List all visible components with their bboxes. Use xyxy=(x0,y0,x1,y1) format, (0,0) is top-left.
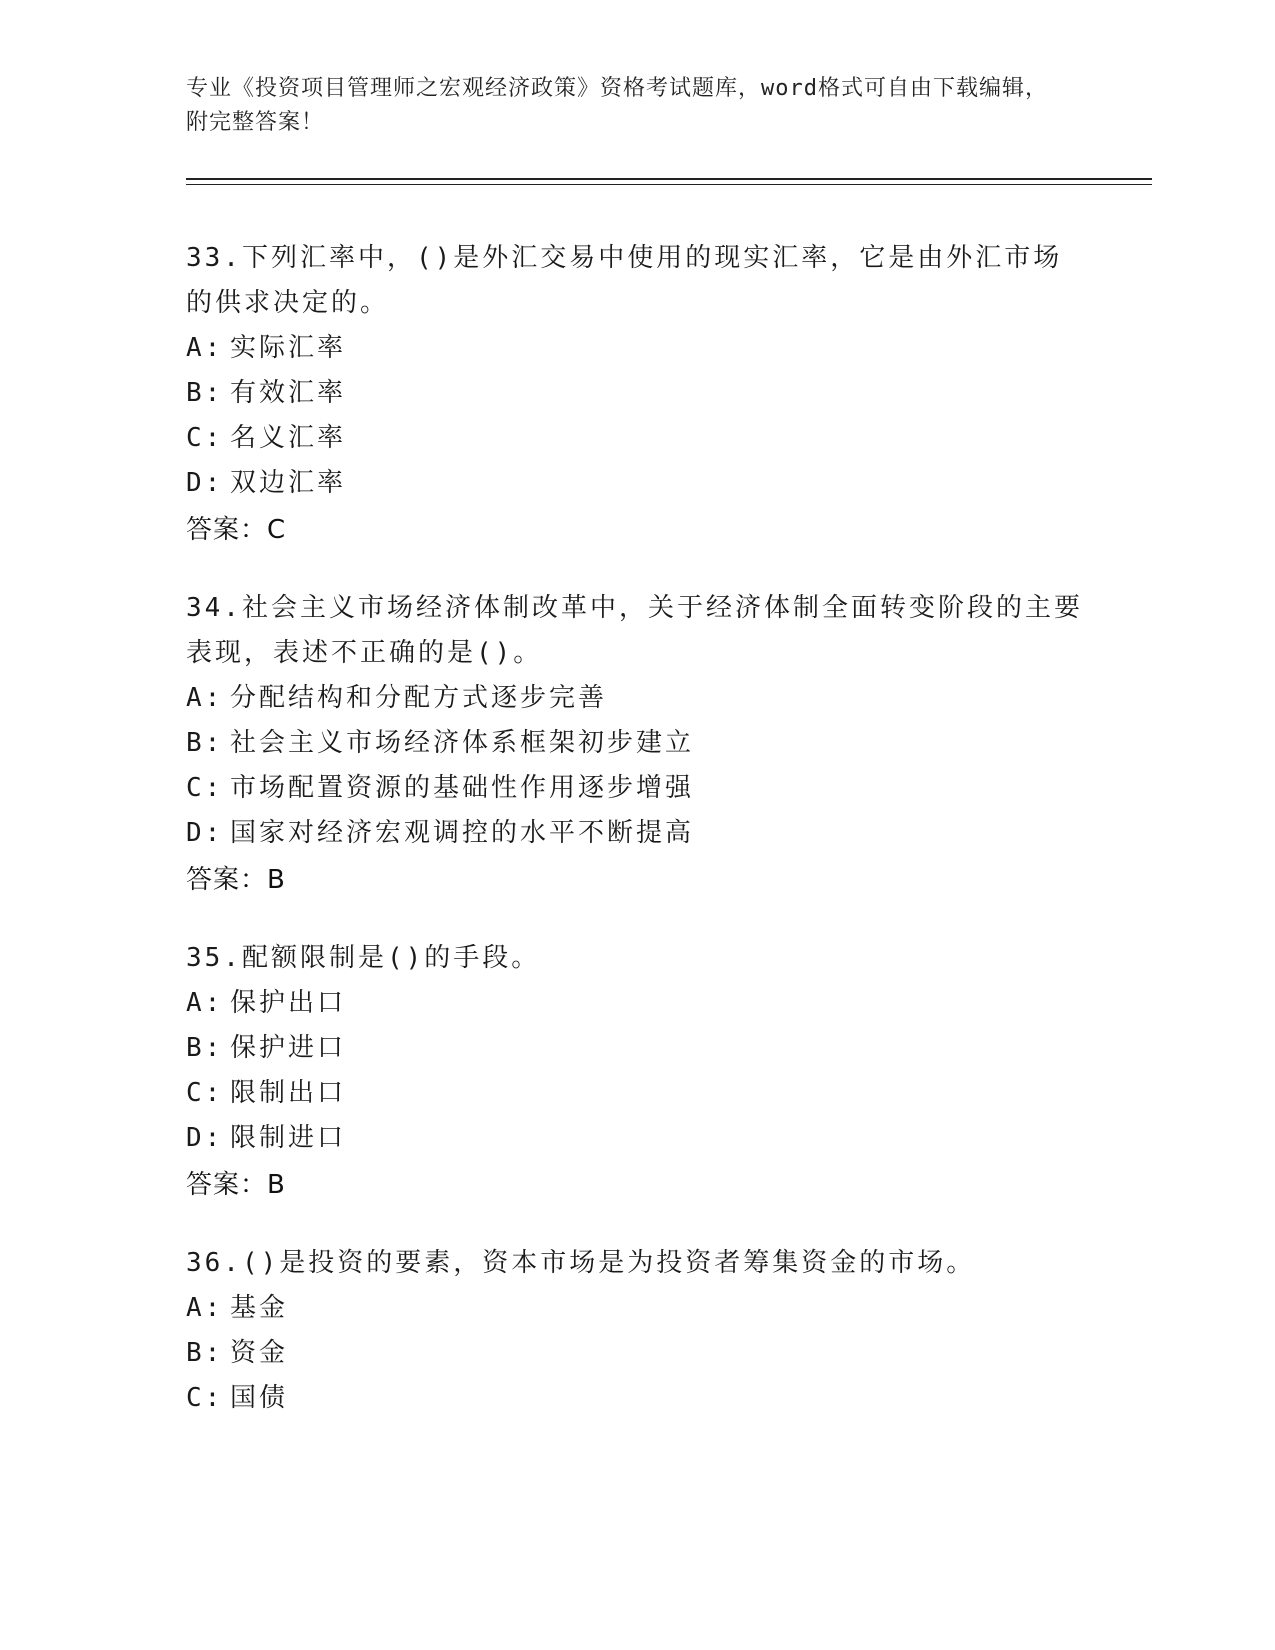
option-letter: C: xyxy=(186,773,224,803)
document-header: 专业《投资项目管理师之宏观经济政策》资格考试题库，word格式可自由下载编辑，附完整答案！ xyxy=(186,76,1048,135)
option-a xyxy=(186,981,1086,1026)
option-b xyxy=(186,371,1086,416)
option-letter: C: xyxy=(186,423,224,453)
option-b xyxy=(186,1331,1086,1376)
header-divider xyxy=(186,178,1152,185)
option-letter: A: xyxy=(186,1293,224,1323)
question-34 xyxy=(186,586,1086,904)
option-text: 有效汇率 xyxy=(230,378,347,408)
option-a xyxy=(186,676,1086,721)
option-text: 保护进口 xyxy=(230,1033,347,1063)
question-36 xyxy=(186,1241,1086,1421)
option-letter: D: xyxy=(186,1123,224,1153)
option-letter: A: xyxy=(186,988,224,1018)
option-letter: B: xyxy=(186,728,224,758)
option-text: 保护出口 xyxy=(230,988,347,1018)
option-text: 分配结构和分配方式逐步完善 xyxy=(230,683,608,713)
question-stem: 35.配额限制是()的手段。 xyxy=(186,943,541,973)
option-text: 名义汇率 xyxy=(230,423,347,453)
option-c xyxy=(186,766,1086,811)
option-letter: A: xyxy=(186,333,224,363)
option-text: 限制出口 xyxy=(230,1078,347,1108)
option-text: 资金 xyxy=(230,1338,289,1368)
question-list xyxy=(186,236,1086,1453)
option-text: 基金 xyxy=(230,1293,289,1323)
question-35 xyxy=(186,936,1086,1209)
option-b xyxy=(186,1026,1086,1071)
question-stem: 36.()是投资的要素，资本市场是为投资者筹集资金的市场。 xyxy=(186,1248,976,1278)
option-a xyxy=(186,1286,1086,1331)
option-text: 社会主义市场经济体系框架初步建立 xyxy=(230,728,695,758)
question-33 xyxy=(186,236,1086,554)
question-stem: 34.社会主义市场经济体制改革中，关于经济体制全面转变阶段的主要表现，表述不正确的是()。 xyxy=(186,593,1083,668)
option-a xyxy=(186,326,1086,371)
option-d xyxy=(186,1116,1086,1161)
option-d xyxy=(186,811,1086,856)
option-b xyxy=(186,721,1086,766)
option-c xyxy=(186,416,1086,461)
option-letter: A: xyxy=(186,683,224,713)
option-letter: B: xyxy=(186,1033,224,1063)
answer-line: 答案：B xyxy=(186,865,286,895)
answer-line: 答案：B xyxy=(186,1170,286,1200)
option-d xyxy=(186,461,1086,506)
option-letter: D: xyxy=(186,818,224,848)
option-c xyxy=(186,1071,1086,1116)
option-text: 实际汇率 xyxy=(230,333,347,363)
option-letter: B: xyxy=(186,1338,224,1368)
option-text: 市场配置资源的基础性作用逐步增强 xyxy=(230,773,695,803)
option-text: 国债 xyxy=(230,1383,289,1413)
option-text: 限制进口 xyxy=(230,1123,347,1153)
question-stem: 33.下列汇率中，()是外汇交易中使用的现实汇率，它是由外汇市场的供求决定的。 xyxy=(186,243,1063,318)
option-letter: C: xyxy=(186,1383,224,1413)
option-text: 双边汇率 xyxy=(230,468,347,498)
option-text: 国家对经济宏观调控的水平不断提高 xyxy=(230,818,695,848)
option-letter: C: xyxy=(186,1078,224,1108)
answer-line: 答案：C xyxy=(186,515,287,545)
option-letter: D: xyxy=(186,468,224,498)
option-letter: B: xyxy=(186,378,224,408)
option-c xyxy=(186,1376,1086,1421)
